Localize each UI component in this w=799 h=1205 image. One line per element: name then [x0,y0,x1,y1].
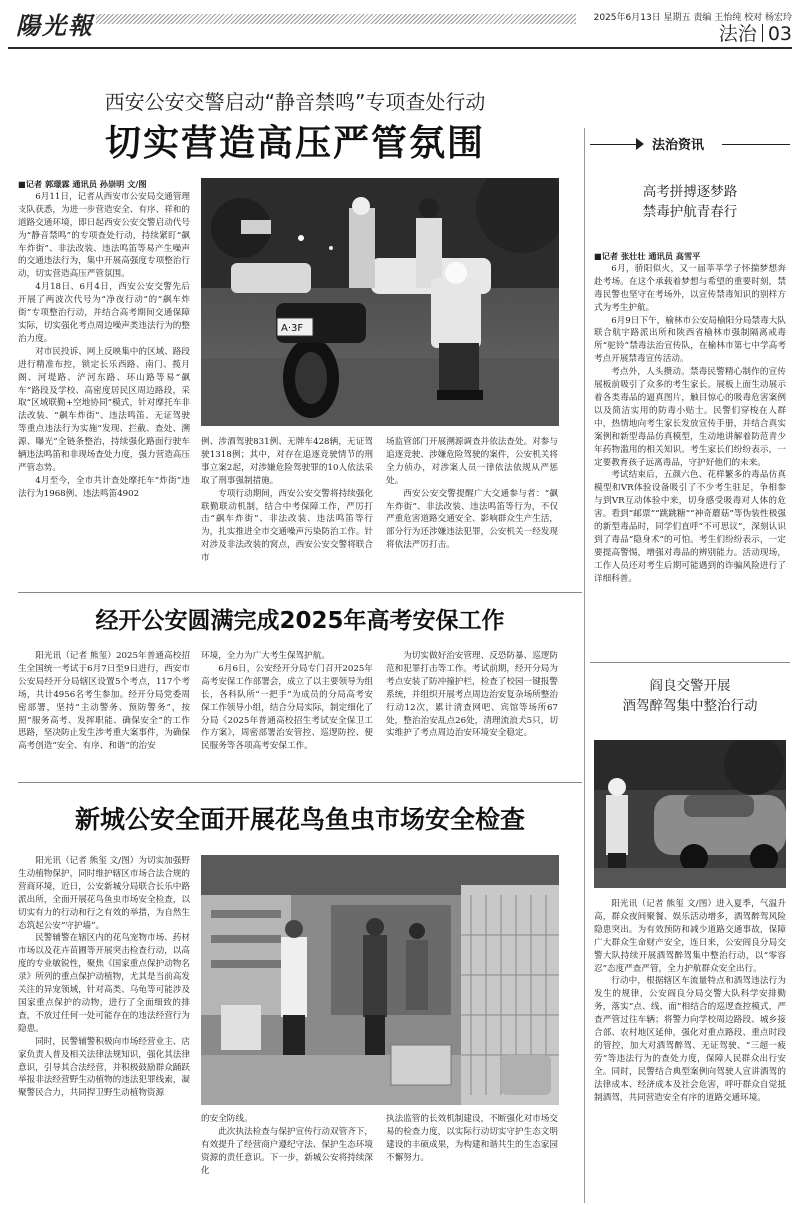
column-separator [584,128,585,1203]
title-line: 酒驾醉驾集中整治行动 [622,698,758,714]
chevron-right-icon [636,138,644,150]
paragraph: 此次执法检查与保护宣传行动双管齐下，有效提升了经营商户遵纪守法、保护生态环境资源的责任意识。下一步，新城公安将持续深化 [201,1126,373,1176]
header-rule-left [590,144,636,145]
paragraph: 专项行动期间，西安公安交警将持续强化联勤联动机制，结合中考保障工作，严厉打击“飙车炸街”、非法改装、违法鸣笛等行为，扎实推进全市交通噪声污染防治工作。针对涉及非法改装的窝点，西安公安交警将联合市 [201,488,373,564]
sidebar-section-label: 法治资讯 [652,138,705,153]
paragraph: 4月至今，全市共计查处摩托车“炸街”违法行为1968例、违法鸣笛4902 [18,475,190,499]
sidebar-divider [590,662,790,663]
title-line: 阎良交警开展 [649,678,731,694]
sidebar-item1-body [594,250,786,586]
story-divider [18,782,582,783]
paragraph: 的安全防线。 [201,1114,253,1124]
svg-text:A·3F: A·3F [281,323,304,334]
flower-market-photo-image [201,855,559,1105]
story1-col3 [386,436,558,552]
sidebar-item1-title [590,182,790,222]
drunk-driving-check-photo-image [594,740,786,888]
story-divider [18,592,582,593]
paragraph: 场监管部门开展溯源调查并依法查处。对参与追逐竞驶、涉嫌危险驾驶的案件，公安机关将全力侦办，对涉案人员一律依法依规从严惩处。 [386,437,558,486]
drunk-driving-check-photo [594,740,786,888]
story3-col2 [201,1113,373,1178]
paragraph: 6月11日，记者从西安市公安局交通管理支队获悉，为进一步营造安全、有序、祥和的道路交通环境，即日起西安公安交警启动代号为“静音禁鸣”的专项查处行动，持续紧盯“飙车炸街”、非法改装、违法鸣笛等易产生噪声的交通违法行为，集中开展高强度专项整治行动，切实营造高压严管氛围。 [18,191,190,280]
section-tag [690,22,792,46]
paragraph: 6月6日，公安经开分局专门召开2025年高考安保工作部署会，成立了以主要领导为组长，各科队所“一把手”为成员的分局高考安保工作领导小组，结合分局实际，制定细化了分局《2025年普通高校招生考试安全保卫工作方案》，周密部署治安管控、巡逻防控、便民服务等各项高考安保工作。 [201,663,373,752]
paragraph: 环境，全力为广大考生保驾护航。 [201,651,330,661]
story1-col2 [201,436,373,565]
story3-col1 [18,855,190,1100]
paragraph: 对市民投诉、网上反映集中的区域、路段进行精准布控，锁定长乐西路、南门、揽月阁、河堤路、浐河东路、环山路等易“飙车”路段及学校、高密度居民区周边路段，采取“区域联勤+空地协同”模式，针对摩托车非法改装、“飙车炸街”、违法鸣笛、无证驾驶等重点违法行为实施“发现、拦截、查处、溯源、曝光”全链条整治，持续强化路面行驶车辆违法鸣笛和非现场查处力度，强力营造高压严管态势。 [18,346,190,473]
story2-col3 [386,650,558,740]
sidebar-item1-byline: ■记者 张壮壮 通讯员 高雪平 [594,251,701,261]
paragraph: 6月9日下午，榆林市公安局榆阳分局禁毒大队联合航宇路派出所和陕西省榆林市强制隔离戒毒所“驼铃”禁毒法治宣传队，在榆林市第七中学高考考点开展禁毒宣传活动。 [594,315,786,365]
paragraph: 执法监管的长效机制建设，不断强化对市场交易的检查力度，以实际行动切实守护生态文明建设的丰硕成果，为构建和谐共生的生态家园不懈努力。 [386,1114,558,1163]
story1-headline: 切实营造高压严管氛围 [104,123,485,164]
paragraph: 考试结束后，五颜六色、花样繁多的毒品仿真模型和VR体验设备吸引了不少考生驻足，争相参与到VR互动体验中来，切身感受吸毒对人体的危害。看到“邮票”“跳跳糖”“神奇蘑菇”等伪装性极强的新型毒品时，同学们直呼“不可思议”，深刻认识到了毒品“隐身术”的可怕。考生们纷纷表示，一定要提高警惕，增强对毒品的辨别能力。活动现场，工作人员还对考生后期可能遇到的诈骗风险进行了详细科普。 [594,470,786,584]
dateline: 2025年6月13日 星期五 责编 王怡纯 校对 杨宏玲 [593,13,792,23]
paragraph: 6月，骄阳似火，又一届莘莘学子怀揣梦想奔赴考场。在这个承载着梦想与希望的重要时刻，禁毒民警也坚守在考场外，以宣传禁毒知识的别样方式为考生护航。 [594,263,786,313]
header-rule-right [722,144,790,145]
page-number: 03 [767,23,792,45]
title-line: 禁毒护航青春行 [642,204,738,220]
paragraph: 西安公安交警提醒广大交通参与者：“飙车炸街”、非法改装、违法鸣笛等行为，不仅严重危害道路交通安全、影响群众生产生活，部分行为还涉嫌违法犯罪，公安机关一经发现将依法严厉打击。 [386,488,558,551]
paragraph: 为切实做好治安管理、反恐防暴、巡逻防范和犯罪打击等工作。考试前期，经开分局为考点安装了防冲撞护栏，检查了校园一键报警系统，并组织开展考点周边治安复杂场所整治行动12次，累计清查网吧、宾馆等场所67处，整治治安乱点26处，清理流浪犬5只，切实维护了考点周边治安环境安全稳定。 [386,651,558,739]
masthead-rule [8,47,792,49]
paragraph: 例、涉酒驾驶831例、无牌车428辆，无证驾驶1318例；其中，对存在追逐竞驶情节的刑事立案2起，对涉嫌危险驾驶罪的10人依法采取了刑事强制措施。 [201,437,373,486]
newspaper-logo: 陽光報 [16,11,94,40]
paragraph: 4月18日、6月4日，西安公安交警先后开展了两波次代号为“净夜行动”的“飙车炸街”专项整治行动，并结合高考期间交通保障实际，切实强化考点周边噪声类违法行为的整治力度。 [18,282,190,344]
paragraph: 阳光讯（记者 熊玺）2025年普通高校招生全国统一考试于6月7日至9日进行，西安市公安局经开分局辖区设置5个考点，117个考场，共计4956名考生参加。经开分局党委周密部署，坚持“主动警务、预防警务”，按照“服务高考、发挥职能、确保安全”的工作思路，坚决防止发生涉考重大案事件，为确保高考创造“安全、有序、和谐”的治安 [18,651,190,752]
story1-byline: ■记者 郭璟霖 通讯员 孙崇明 文/图 [18,179,147,189]
sidebar-item2-body [594,898,786,1105]
paragraph: 阳光讯（记者 熊玺 文/图）进入夏季，气温升高，群众夜间聚餐、娱乐活动增多，酒驾醉驾风险隐患突出。为有效预防和减少道路交通事故，保障广大群众生命财产安全，连日来，公安阎良分局交警大队持续开展酒驾醉驾集中整治行动，以“零容忍”态度严查严管，全力护航群众安全出行。 [594,899,786,974]
sidebar-section-header [590,128,790,160]
story2-col1 [18,650,190,753]
traffic-police-photo-image [201,178,559,426]
sidebar [590,128,790,1203]
paragraph: 民警辅警在辖区内的花鸟宠物市场、药材市场以及花卉苗圃等开展突击检查行动，以高度的专业敏锐性，聚焦《国家重点保护动物名录》所列的重点保护动植物，尤其是当前高发关注的异宠领域，针对高类、乌龟等可能涉及国家重点保护的动物，进行了全面细致的排查，不放过任何一处可能存在的违法经营行为隐患。 [18,933,190,1034]
section-divider [762,24,763,42]
paragraph: 阳光讯（记者 熊玺 文/图）为切实加强野生动植物保护，同时维护辖区市场合法合规的营商环境，近日，公安新城分局联合长乐中路派出所，全面开展花鸟鱼虫市场安全检查，以切实有力的行动和行之有效的举措，为自然生态筑起公安“守护墙”。 [18,856,190,931]
paragraph: 同时，民警辅警积极向市场经营业主、店家负责人普及相关法律法规知识，强化其法律意识，引导其合法经营，并积极鼓励群众踊跃举报非法经营野生动植物的违法犯罪线索，凝聚警民合力，共同捍卫野生动植物资源 [18,1036,190,1099]
logo-stripes [96,14,576,24]
paragraph: 行动中，根据辖区车流量特点和酒驾违法行为发生的规律，公安阎良分局交警大队科学安排勤务，落实“点、线、面”相结合的巡逻查控模式，严查严管过往车辆；将警力向学校周边路段、城乡接合部、农村地区延伸，强化对重点路段、重点时段的管控，加大对酒驾醉驾、无证驾驶、“三超一疲劳”等违法行为的查处力度，保障人民群众出行安全。同时，民警结合典型案例向驾驶人宣讲酒驾的法律成本、经济成本及社会危害，呼吁群众自觉抵制酒驾，共同营造安全有序的道路交通环境。 [594,976,786,1103]
story3-col3 [386,1113,558,1165]
story1-col1 [18,178,190,501]
traffic-police-photo [201,178,559,426]
story2-col2 [201,650,373,753]
sidebar-item2-title [590,676,790,716]
section-name: 法治 [718,23,757,45]
paragraph: 考点外，人头攒动。禁毒民警精心制作的宣传展板前吸引了众多的考生家长。展板上面生动展示着各类毒品的逼真图片，触目惊心的吸毒危害案例以及简洁实用的防毒小贴士。民警们穿梭在人群中，热情地向考生家长发放宣传手册，并结合真实案例和新型毒品仿真模型，生动地讲解着防范青少年药物滥用的相关知识。考生家长们纷纷表示，一定要教育孩子远离毒品，守护好他们的未来。 [594,367,786,468]
story2-headline: 经开公安圆满完成2025年高考安保工作 [95,608,505,634]
flower-market-photo [201,855,559,1105]
title-line: 高考拼搏逐梦路 [642,184,738,200]
story3-headline: 新城公安全面开展花鸟鱼虫市场安全检查 [74,805,525,834]
story1-kicker: 西安公安交警启动“静音禁鸣”专项查处行动 [104,90,486,114]
masthead [0,0,799,44]
